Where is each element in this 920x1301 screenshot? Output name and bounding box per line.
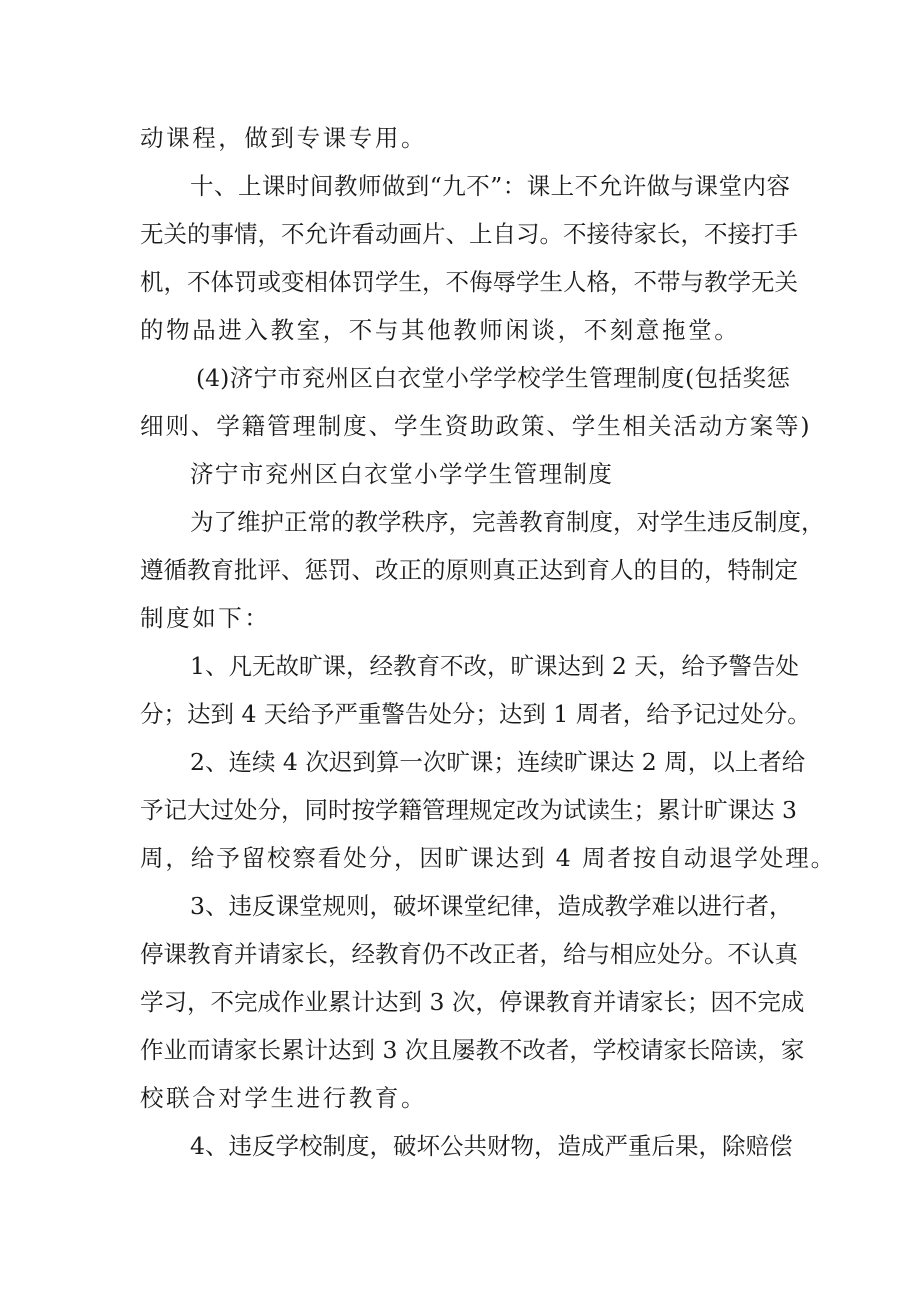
text-line: 机，不体罚或变相体罚学生，不侮辱学生人格，不带与教学无关 (140, 268, 798, 296)
text-line: 予记大过处分，同时按学籍管理规定改为试读生；累计旷课达 3 (140, 796, 797, 824)
text-line: 4、违反学校制度，破坏公共财物，造成严重后果，除赔偿 (190, 1132, 793, 1160)
text-line: 的物品进入教室，不与其他教师闲谈，不刻意拖堂。 (140, 316, 741, 344)
text-line: 遵循教育批评、惩罚、改正的原则真正达到育人的目的，特制定 (140, 556, 798, 584)
text-line: 无关的事情，不允许看动画片、上自习。不接待家长，不接打手 (140, 220, 798, 248)
text-line: 学习，不完成作业累计达到 3 次，停课教育并请家长；因不完成 (140, 988, 805, 1016)
text-line: 作业而请家长累计达到 3 次且屡教不改者，学校请家长陪读，家 (140, 1036, 805, 1064)
text-line: 2、连续 4 次迟到算一次旷课；连续旷课达 2 周，以上者给 (190, 748, 806, 776)
text-line: 停课教育并请家长，经教育仍不改正者，给与相应处分。不认真 (140, 940, 798, 968)
text-line: 细则、学籍管理制度、学生资助政策、学生相关活动方案等) (140, 412, 812, 440)
text-line: 周，给予留校察看处分，因旷课达到 4 周者按自动退学处理。 (140, 844, 836, 872)
text-line: (4)济宁市兖州区白衣堂小学学校学生管理制度(包括奖惩 (196, 364, 790, 392)
text-line: 十、上课时间教师做到“九不”：课上不允许做与课堂内容 (190, 172, 790, 200)
section-title: 济宁市兖州区白衣堂小学学生管理制度 (190, 460, 614, 488)
text-line: 制度如下： (140, 604, 271, 632)
text-line: 为了维护正常的教学秩序，完善教育制度，对学生违反制度， (190, 508, 825, 536)
text-line: 1、凡无故旷课，经教育不改，旷课达到 2 天，给予警告处 (190, 652, 799, 680)
text-line: 分；达到 4 天给予严重警告处分；达到 1 周者，给予记过处分。 (140, 700, 811, 728)
text-line: 动课程，做到专课专用。 (140, 124, 428, 152)
text-line: 3、违反课堂规则，破坏课堂纪律，造成教学难以进行者， (190, 892, 793, 920)
text-line: 校联合对学生进行教育。 (140, 1084, 428, 1112)
